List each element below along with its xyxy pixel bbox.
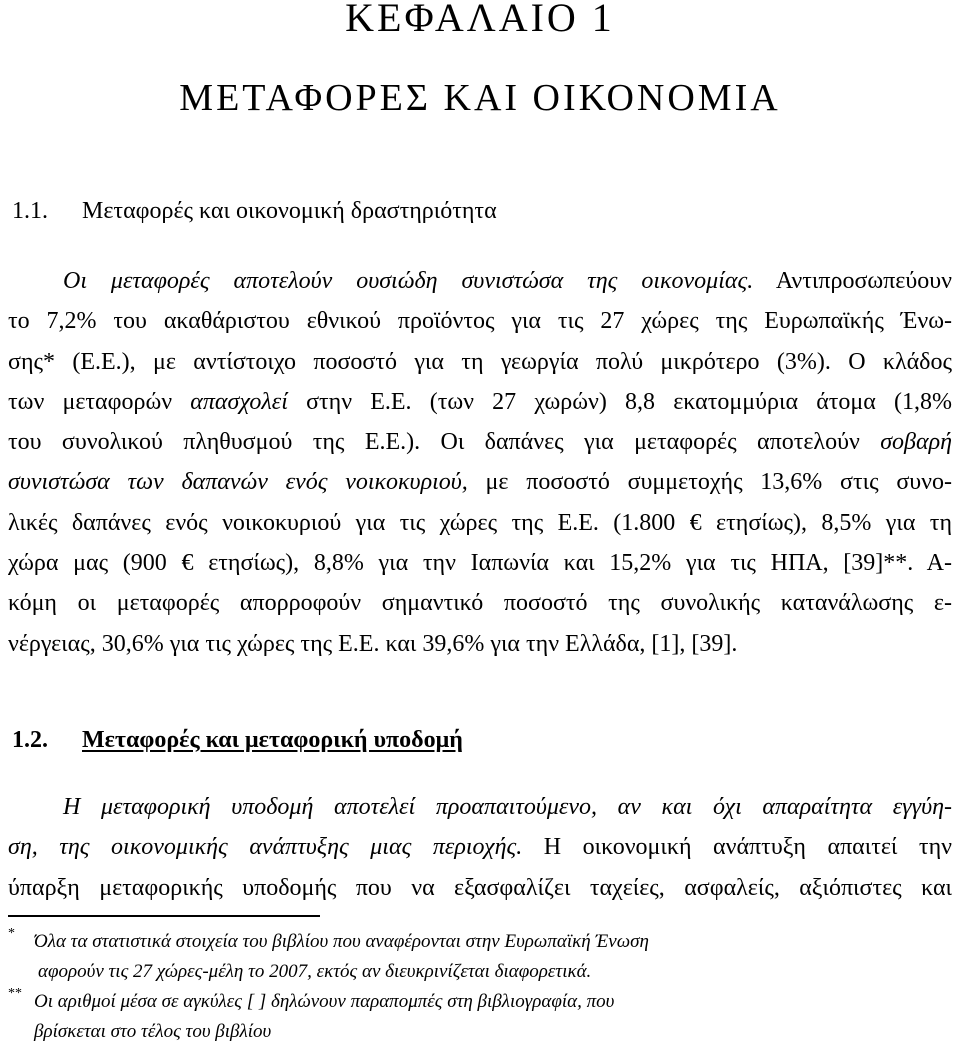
section-heading-1-1 — [12, 196, 497, 226]
text-run: με ποσοστό συμμετοχής 13,6% στις συνο- — [467, 469, 952, 496]
paragraph-line: λικές δαπάνες ενός νοικοκυριού για τις χώρες της Ε.Ε. (1.800 € ετησίως), 8,5% για τη — [8, 509, 952, 536]
paragraph-line: κόμη οι μεταφορές απορροφούν σημαντικό ποσοστό της συνολικής κατανάλωσης ε- — [8, 590, 952, 617]
italic-phrase: Η μεταφορική υποδομή αποτελεί προαπαιτούμενο, αν και όχι απαραίτητα εγγύη- — [63, 794, 952, 820]
text-run: Αντιπροσωπεύουν — [753, 268, 952, 294]
paragraph-line — [8, 382, 952, 422]
paragraph-line — [8, 827, 952, 867]
footnote-line: βρίσκεται στο τέλος του βιβλίου — [34, 1021, 272, 1042]
paragraph-line: χώρα μας (900 € ετησίως), 8,8% για την Ιαπωνία και 15,2% για τις ΗΠΑ, [39]**. Α- — [8, 550, 952, 577]
footnote-1 — [8, 927, 948, 987]
paragraph-line: ύπαρξη μεταφορικής υποδομής που να εξασφαλίζει ταχείες, ασφαλείς, αξιόπιστες και — [8, 874, 952, 901]
footnote-marker: * — [8, 926, 15, 941]
italic-phrase: ση, της οικονομικής ανάπτυξης μιας περιοχής. — [8, 834, 523, 861]
footnote-line: Όλα τα στατιστικά στοιχεία του βιβλίου που αναφέρονται στην Ευρωπαϊκή Ένωση — [34, 931, 649, 952]
paragraph-line: νέργειας, 30,6% για τις χώρες της Ε.Ε. και 39,6% για την Ελλάδα, [1], [39]. — [8, 630, 738, 657]
text-run: του συνολικού πληθυσμού της Ε.Ε.). Οι δαπάνες για μεταφορές αποτελούν — [8, 429, 881, 456]
footnote-divider — [8, 915, 320, 917]
text-run: των μεταφορών — [8, 388, 191, 415]
paragraph-transport-economy — [8, 261, 952, 664]
paragraph-transport-infrastructure — [8, 787, 952, 908]
paragraph-line: σης* (Ε.Ε.), με αντίστοιχο ποσοστό για τη γεωργία πολύ μικρότερο (3%). Ο κλάδος — [8, 348, 952, 375]
paragraph-line — [8, 261, 952, 301]
footnote-marker: ** — [8, 986, 22, 1001]
paragraph-line: το 7,2% του ακαθάριστου εθνικού προϊόντος για τις 27 χώρες της Ευρωπαϊκής Ένω- — [8, 308, 952, 335]
italic-phrase: απασχολεί — [190, 388, 288, 415]
italic-phrase: σοβαρή — [880, 429, 952, 456]
text-run: Η οικονομική ανάπτυξη απαιτεί την — [522, 834, 952, 861]
section-heading-1-2 — [12, 725, 463, 755]
section-number: 1.2. — [12, 727, 48, 753]
chapter-title: ΜΕΤΑΦΟΡΕΣ ΚΑΙ ΟΙΚΟΝΟΜΙΑ — [179, 77, 781, 119]
italic-phrase: Οι μεταφορές αποτελούν ουσιώδη συνιστώσα της οικονομίας. — [63, 268, 754, 294]
paragraph-line — [8, 462, 952, 502]
section-title: Μεταφορές και μεταφορική υποδομή — [82, 727, 463, 753]
chapter-label: ΚΕΦΑΛΑΙΟ 1 — [345, 0, 615, 40]
paragraph-line — [8, 787, 952, 827]
paragraph-line — [8, 422, 952, 462]
italic-phrase: συνιστώσα των δαπανών ενός νοικοκυριού, — [8, 469, 468, 496]
footnote-2 — [8, 987, 948, 1047]
section-number: 1.1. — [12, 198, 48, 224]
footnote-line: Οι αριθμοί μέσα σε αγκύλες [ ] δηλώνουν παραπομπές στη βιβλιογραφία, που — [34, 991, 615, 1012]
section-title: Μεταφορές και οικονομική δραστηριότητα — [82, 198, 497, 224]
footnote-line: αφορούν τις 27 χώρες-μέλη το 2007, εκτός αν διευκρινίζεται διαφορετικά. — [38, 961, 592, 982]
text-run: στην Ε.Ε. (των 27 χωρών) 8,8 εκατομμύρια άτομα (1,8% — [287, 388, 953, 415]
